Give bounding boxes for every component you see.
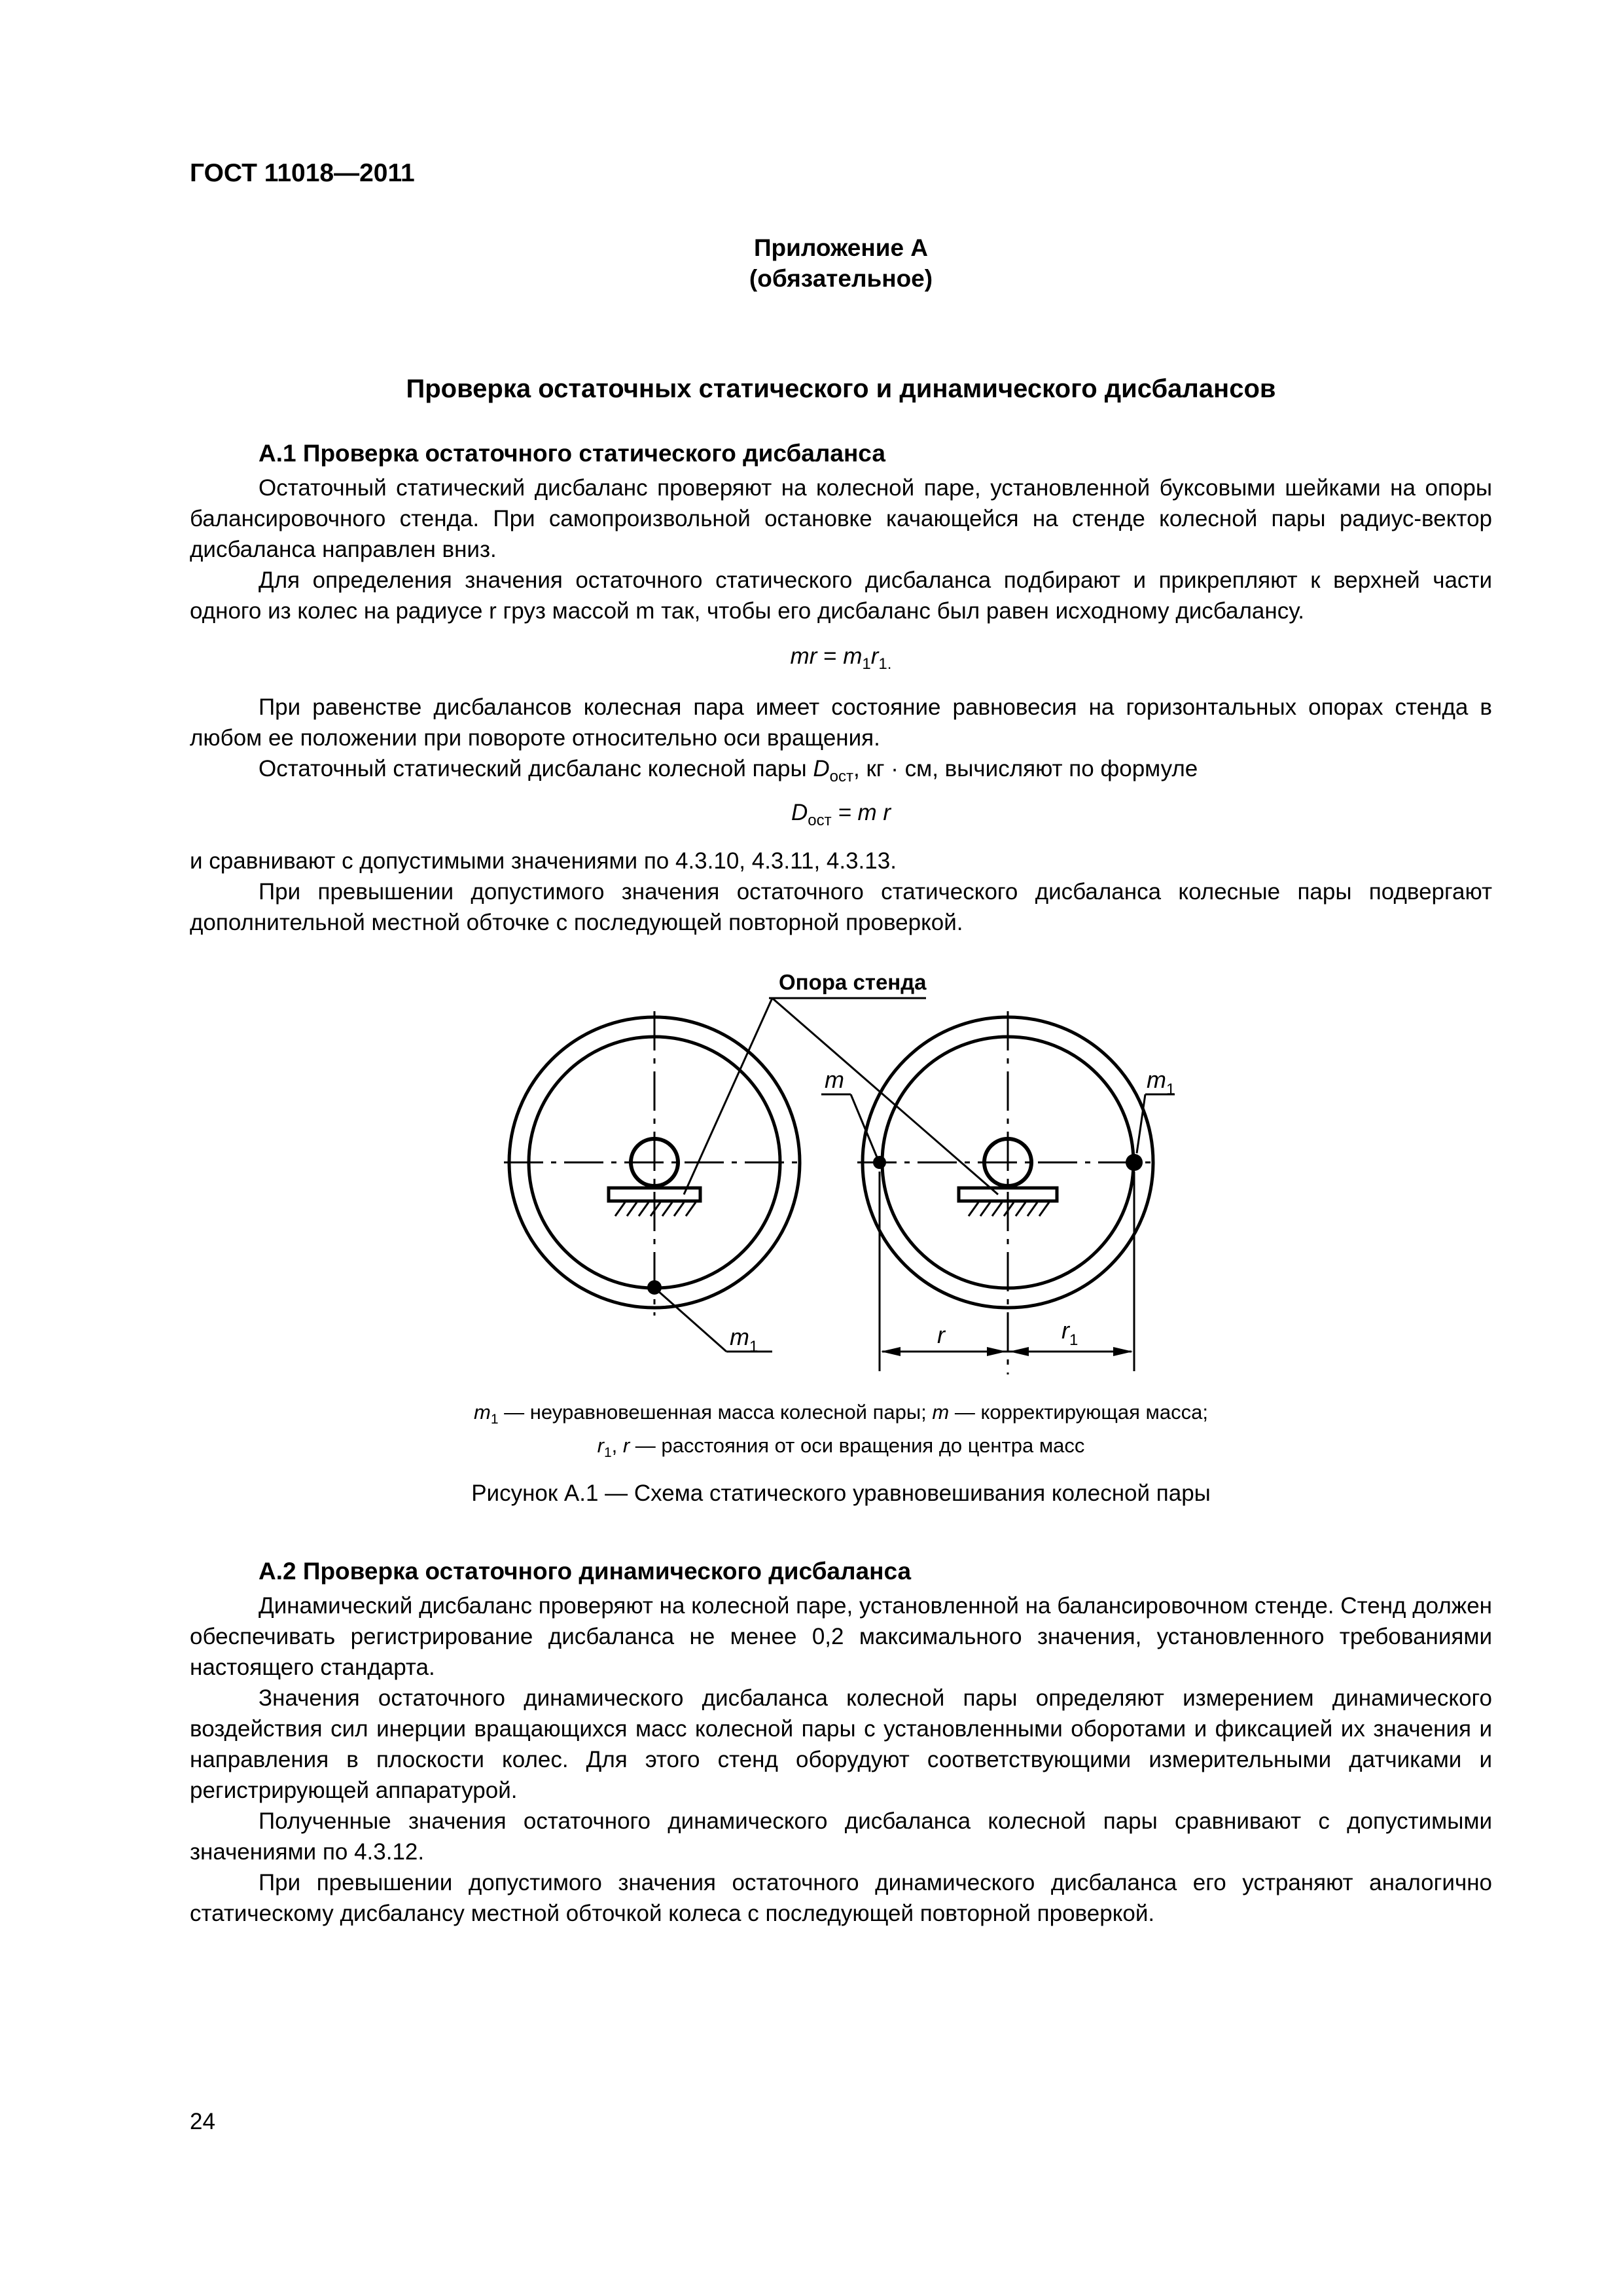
section-a2-heading: А.2 Проверка остаточного динамического дисбаланса [259, 1558, 912, 1585]
section-a2-paragraph-1: Динамический дисбаланс проверяют на колесной паре, установленной на балансировочном стенде. Стенд должен обеспечивать регистрирование дисбаланса не менее 0,2 максимального значения, установленного требованиями настоящего стандарта. [190, 1593, 1492, 1680]
support-hatching [615, 1202, 1049, 1216]
formula-mr-eq: = [817, 643, 844, 669]
label-left-m1: $m_1$ [730, 1323, 758, 1355]
formula-mr-m-sub: 1 [862, 655, 871, 673]
document-code: ГОСТ 11018—2011 [190, 159, 415, 187]
formula-mr-lhs: mr [790, 643, 817, 669]
annex-title: Проверка остаточных статического и динамического дисбалансов [406, 374, 1276, 403]
label-r1: $r_1$ [1061, 1317, 1079, 1349]
figure-legend [190, 1399, 1492, 1466]
formula-mr-m: m [843, 643, 863, 669]
paragraph-4-symbol-sub: ост [829, 768, 854, 785]
paragraph-4-symbol: D [813, 756, 830, 781]
annex-line-2: (обязательное) [749, 265, 933, 292]
annex-line-1: Приложение А [753, 234, 929, 261]
label-right-m1: $m_1$ [1147, 1066, 1175, 1098]
paragraph-4-text-before: Остаточный статический дисбаланс колесной пары [259, 756, 813, 781]
formula-mr-r-sub: 1. [878, 655, 892, 673]
section-a1-heading: А.1 Проверка остаточного статического дисбаланса [259, 440, 885, 467]
formula-dost-rhs: = m r [831, 800, 891, 825]
section-a1-paragraph-3: При равенстве дисбалансов колесная пара имеет состояние равновесия на горизонтальных опорах стенда в любом ее положении при повороте относительно оси вращения. [190, 694, 1492, 751]
right-corrective-mass-m [873, 1156, 886, 1169]
formula-mr-r: r [870, 643, 879, 669]
label-support-stand: Опора стенда [779, 970, 927, 994]
section-a1-paragraph-2: Для определения значения остаточного статического дисбаланса подбирают и прикрепляют к верхней части одного из колес на радиусе r груз массой m так, чтобы его дисбаланс был равен исходному дисбалансу. [190, 567, 1492, 624]
page-number: 24 [190, 2109, 215, 2134]
section-a1-paragraph-6: При превышении допустимого значения остаточного статического дисбаланса колесные пары подвергают дополнительной местной обточке с последующей повторной проверкой. [190, 879, 1492, 935]
label-corrective-mass: m [825, 1066, 844, 1093]
figure-legend-line-1: $m_1$ — неуравновешенная масса колесной пары; m — корректирующая масса; [474, 1401, 1208, 1427]
right-unbalanced-mass-m1 [1126, 1154, 1143, 1171]
section-a2-paragraph-2: Значения остаточного динамического дисбаланса колесной пары определяют измерением динамического воздействия сил инерции вращающихся масс колесной пары с установленными оборотами и фиксацией их значения и направления в плоскости колес. Для этого стенд оборудуют соответствующими измерительными датчиками и регистрирующей аппаратурой. [190, 1685, 1492, 1803]
formula-dost-lhs: D [791, 800, 808, 825]
figure-legend-line-2: $r_1$, r — расстояния от оси вращения до центра масс [597, 1434, 1085, 1461]
figure-title: Рисунок А.1 — Схема статического уравновешивания колесной пары [471, 1480, 1211, 1506]
section-a1-paragraph-1: Остаточный статический дисбаланс проверяют на колесной паре, установленной буксовыми шейками на опоры балансировочного стенда. При самопроизвольной остановке качающейся на стенде колесной пары радиус-вектор дисбаланса направлен вниз. [190, 475, 1492, 562]
section-a2-paragraph-3: Полученные значения остаточного динамического дисбаланса колесной пары сравнивают с допустимыми значениями по 4.3.12. [190, 1808, 1492, 1865]
section-a2-paragraph-4: При превышении допустимого значения остаточного динамического дисбаланса его устраняют аналогично статическому дисбалансу местной обточкой колеса с последующей повторной проверкой. [190, 1870, 1492, 1926]
label-r: r [937, 1321, 945, 1348]
paragraph-4-text-after: , кг · см, вычисляют по формуле [853, 756, 1198, 781]
formula-dost-lhs-sub: ост [808, 812, 832, 829]
section-a1-paragraph-5: и сравнивают с допустимыми значениями по 4.3.10, 4.3.11, 4.3.13. [190, 848, 897, 874]
